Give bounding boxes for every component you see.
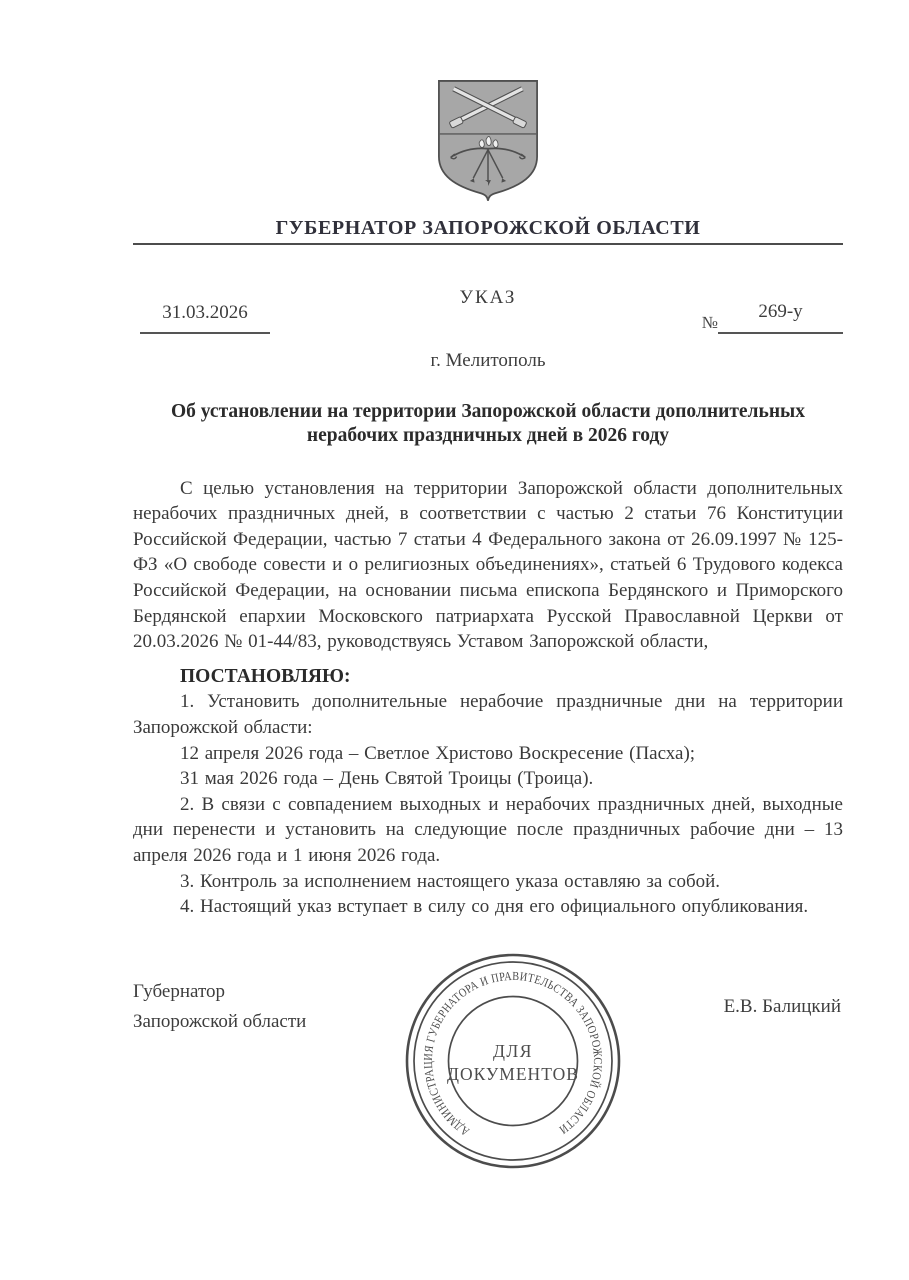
- zaporozhye-coat-of-arms-icon: [434, 78, 542, 202]
- organization-name: ГУБЕРНАТОР ЗАПОРОЖСКОЙ ОБЛАСТИ: [275, 216, 701, 239]
- decree-item-1: 1. Установить дополнительные нерабочие праздничные дни на территории Запорожской области:: [133, 691, 843, 739]
- document-type: УКАЗ: [459, 286, 517, 308]
- document-title: [133, 400, 843, 449]
- document-title-line2: нерабочих праздничных дней в 2026 году: [306, 425, 670, 447]
- stamp-ring-text: АДМИНИСТРАЦИЯ ГУБЕРНАТОРА И ПРАВИТЕЛЬСТВА ЗАПОРОЖСКОЙ ОБЛАСТИ: [420, 968, 606, 1139]
- number-sign: №: [701, 312, 718, 332]
- stamp-center-line1: ДЛЯ: [493, 1041, 533, 1061]
- signer-position: [133, 977, 306, 1037]
- signer-name: Е.В. Балицкий: [723, 995, 841, 1017]
- official-round-stamp: [404, 952, 622, 1170]
- issuing-city: г. Мелитополь: [430, 349, 546, 371]
- resolution-word: ПОСТАНОВЛЯЮ:: [180, 665, 351, 687]
- stamp-center-line2: ДОКУМЕНТОВ: [447, 1064, 579, 1084]
- letterhead-rule: [133, 243, 843, 245]
- document-number-field: [702, 301, 843, 334]
- document-title-line1: Об установлении на территории Запорожской области дополнительных: [170, 400, 806, 422]
- signer-position-line1: Губернатор: [133, 980, 226, 1002]
- decree-item-1-holiday-easter: 12 апреля 2026 года – Светлое Христово Воскресение (Пасха);: [180, 742, 696, 764]
- decree-item-4: 4. Настоящий указ вступает в силу со дня его официального опубликования.: [180, 896, 809, 918]
- decree-item-2: 2. В связи с совпадением выходных и нерабочих праздничных дней, выходные дни перенести и установить на следующие после праздничных рабочие дни – 13 апреля 2026 года и 1 июня 2026 года.: [133, 793, 843, 867]
- signer-position-line2: Запорожской области: [133, 1010, 307, 1032]
- preamble-paragraph: С целью установления на территории Запорожской области дополнительных нерабочих праздничных дней, в соответствии с частью 2 статьи 76 Конституции Российской Федерации, частью 7 статьи 4 Федерального закона от 26.09.1997 № 125-ФЗ «О свободе совести и о религиозных объединениях», статьей 6 Трудового кодекса Российской Федерации, на основании письма епископа Бердянского и Приморского Бердянской епархии Московского патриархата Русской Православной Церкви от 20.03.2026 № 01-44/83, руководствуясь Уставом Запорожской области,: [133, 477, 843, 653]
- decree-item-3: 3. Контроль за исполнением настоящего указа оставляю за собой.: [180, 870, 721, 892]
- document-date: 31.03.2026: [140, 302, 270, 334]
- document-number: 269-у: [718, 301, 843, 334]
- decree-item-1-holiday-trinity: 31 мая 2026 года – День Святой Троицы (Троица).: [180, 768, 594, 790]
